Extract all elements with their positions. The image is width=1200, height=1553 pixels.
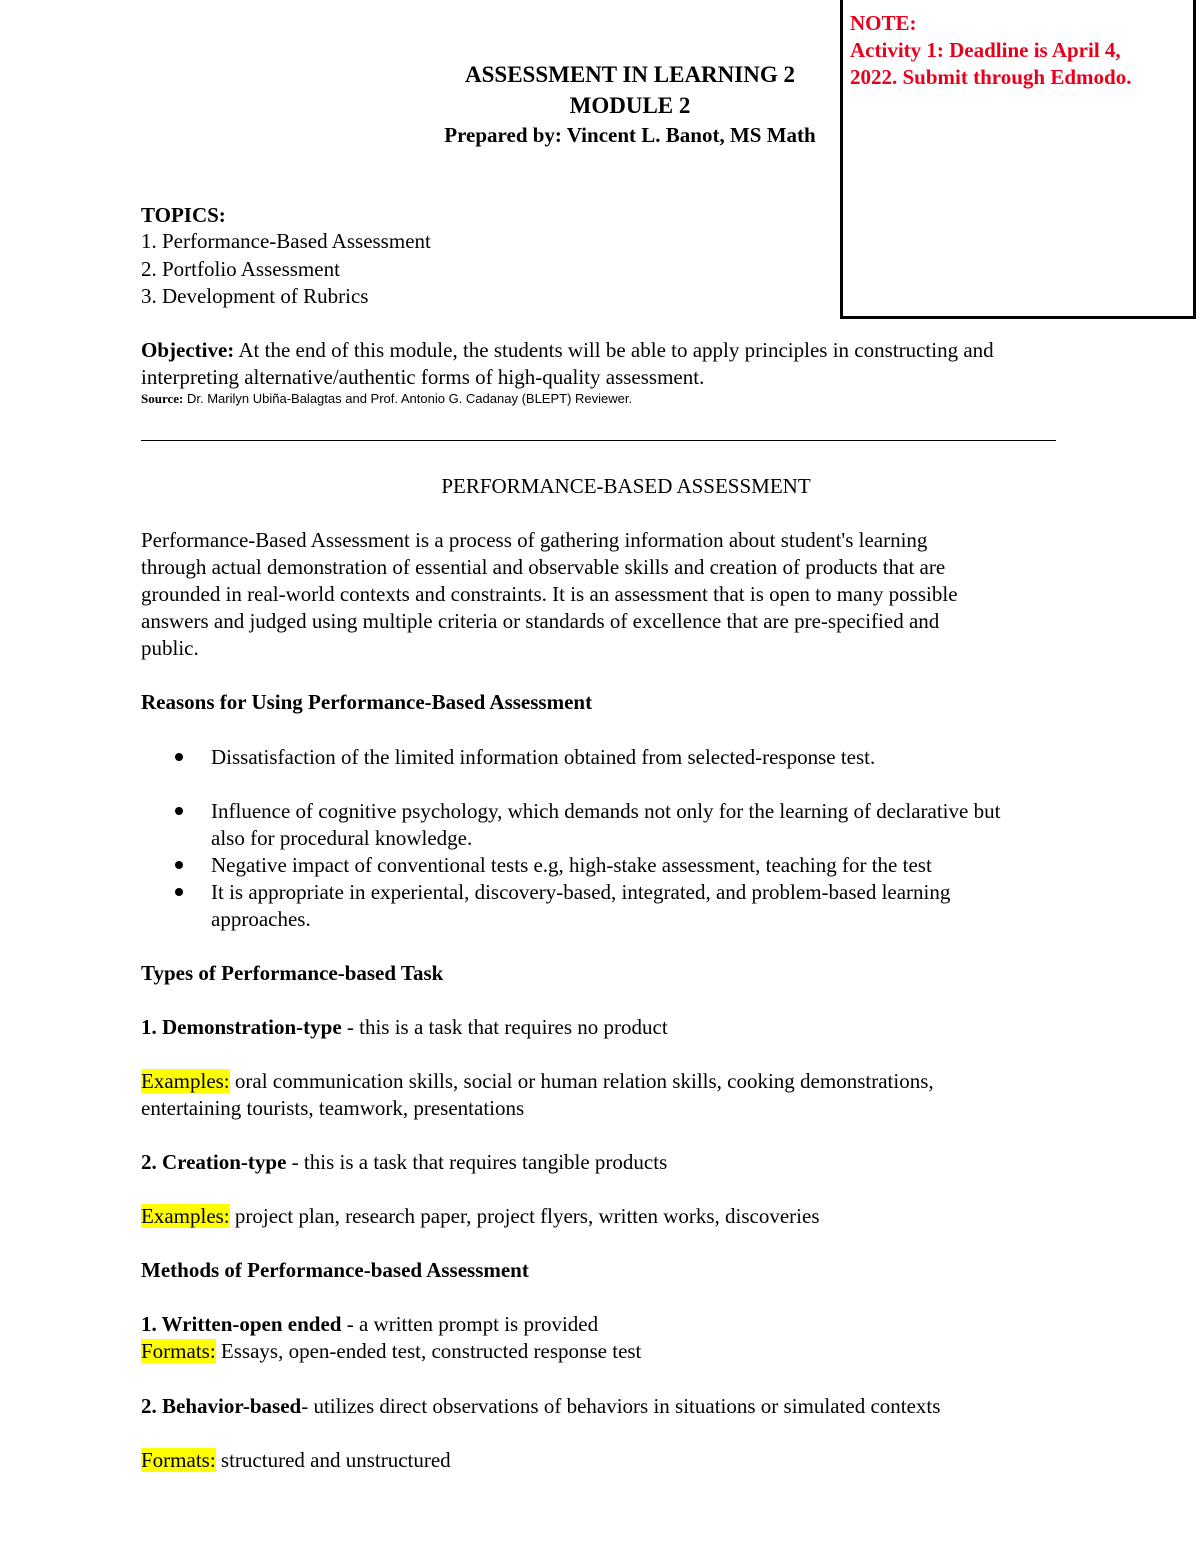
reasons-heading: Reasons for Using Performance-Based Assessment xyxy=(141,690,593,714)
module-label: MODULE 2 xyxy=(569,93,691,118)
intro-line: answers and judged using multiple criteria or standards of excellence that are pre-specified and xyxy=(141,609,940,633)
section-heading: PERFORMANCE-BASED ASSESSMENT xyxy=(441,474,811,498)
examples-label: Examples: xyxy=(141,1069,230,1093)
prepared-by xyxy=(330,122,930,149)
note-line: 2022. Submit through Edmodo. xyxy=(850,65,1132,89)
formats xyxy=(141,1447,451,1474)
source-citation xyxy=(141,391,632,407)
intro-line: grounded in real-world contexts and constraints. It is an assessment that is open to many possible xyxy=(141,582,958,606)
formats-text: structured and unstructured xyxy=(215,1448,451,1472)
examples-text: oral communication skills, social or human relation skills, cooking demonstrations, xyxy=(229,1069,934,1093)
type-description: - this is a task that requires tangible products xyxy=(286,1150,668,1174)
note-box xyxy=(840,0,1196,319)
topic-item: 1. Performance-Based Assessment xyxy=(141,229,431,253)
note-line: Activity 1: Deadline is April 4, xyxy=(850,38,1121,62)
examples xyxy=(141,1068,934,1095)
types-heading: Types of Performance-based Task xyxy=(141,961,444,985)
bullet-icon xyxy=(175,807,183,815)
bullet-icon xyxy=(175,888,183,896)
examples-label: Examples: xyxy=(141,1204,230,1228)
type-description: - this is a task that requires no product xyxy=(341,1015,668,1039)
bullet-text: Influence of cognitive psychology, which demands not only for the learning of declarative but xyxy=(211,799,1001,823)
author-name: Vincent L. Banot, MS Math xyxy=(566,123,816,147)
examples-text: entertaining tourists, teamwork, presentations xyxy=(141,1096,525,1120)
objective-text: At the end of this module, the students will be able to apply principles in constructing and xyxy=(238,338,994,362)
method-description: - utilizes direct observations of behaviors in situations or simulated contexts xyxy=(301,1394,941,1418)
creation-type xyxy=(141,1149,667,1176)
topic-item: 3. Development of Rubrics xyxy=(141,284,369,308)
formats-label: Formats: xyxy=(141,1339,216,1363)
method-description: - a written prompt is provided xyxy=(341,1312,599,1336)
behavior-method xyxy=(141,1393,940,1420)
bullet-icon xyxy=(175,861,183,869)
intro-line: through actual demonstration of essential and observable skills and creation of products that are xyxy=(141,555,946,579)
bullet-text: It is appropriate in experiental, discovery-based, integrated, and problem-based learning xyxy=(211,880,951,904)
formats-label: Formats: xyxy=(141,1448,216,1472)
type-label: 1. Demonstration-type xyxy=(141,1015,342,1039)
written-method xyxy=(141,1311,598,1338)
formats xyxy=(141,1338,641,1365)
document-title: ASSESSMENT IN LEARNING 2 xyxy=(465,62,795,87)
method-label: 2. Behavior-based xyxy=(141,1394,302,1418)
bullet-text: Dissatisfaction of the limited information obtained from selected-response test. xyxy=(211,745,876,769)
source-text: Dr. Marilyn Ubiña-Balagtas and Prof. Antonio G. Cadanay (BLEPT) Reviewer. xyxy=(187,391,633,406)
source-label: Source: xyxy=(141,391,184,406)
bullet-text: approaches. xyxy=(211,907,311,931)
intro-line: public. xyxy=(141,636,199,660)
formats-text: Essays, open-ended test, constructed response test xyxy=(215,1339,642,1363)
objective-label: Objective: xyxy=(141,338,235,362)
bullet-icon xyxy=(175,753,183,761)
intro-line: Performance-Based Assessment is a process of gathering information about student's learning xyxy=(141,528,928,552)
examples xyxy=(141,1203,820,1230)
topics-heading: TOPICS: xyxy=(141,203,226,227)
demonstration-type xyxy=(141,1014,668,1041)
examples-text: project plan, research paper, project flyers, written works, discoveries xyxy=(229,1204,820,1228)
methods-heading: Methods of Performance-based Assessment xyxy=(141,1258,529,1282)
topic-item: 2. Portfolio Assessment xyxy=(141,257,340,281)
prepared-label: Prepared by: xyxy=(444,123,562,147)
note-heading: NOTE: xyxy=(850,11,917,35)
method-label: 1. Written-open ended xyxy=(141,1312,342,1336)
horizontal-divider xyxy=(141,440,1056,441)
bullet-text: also for procedural knowledge. xyxy=(211,826,473,850)
objective-text: interpreting alternative/authentic forms of high-quality assessment. xyxy=(141,365,705,389)
type-label: 2. Creation-type xyxy=(141,1150,287,1174)
objective xyxy=(141,337,994,364)
bullet-text: Negative impact of conventional tests e.g, high-stake assessment, teaching for the test xyxy=(211,853,932,877)
